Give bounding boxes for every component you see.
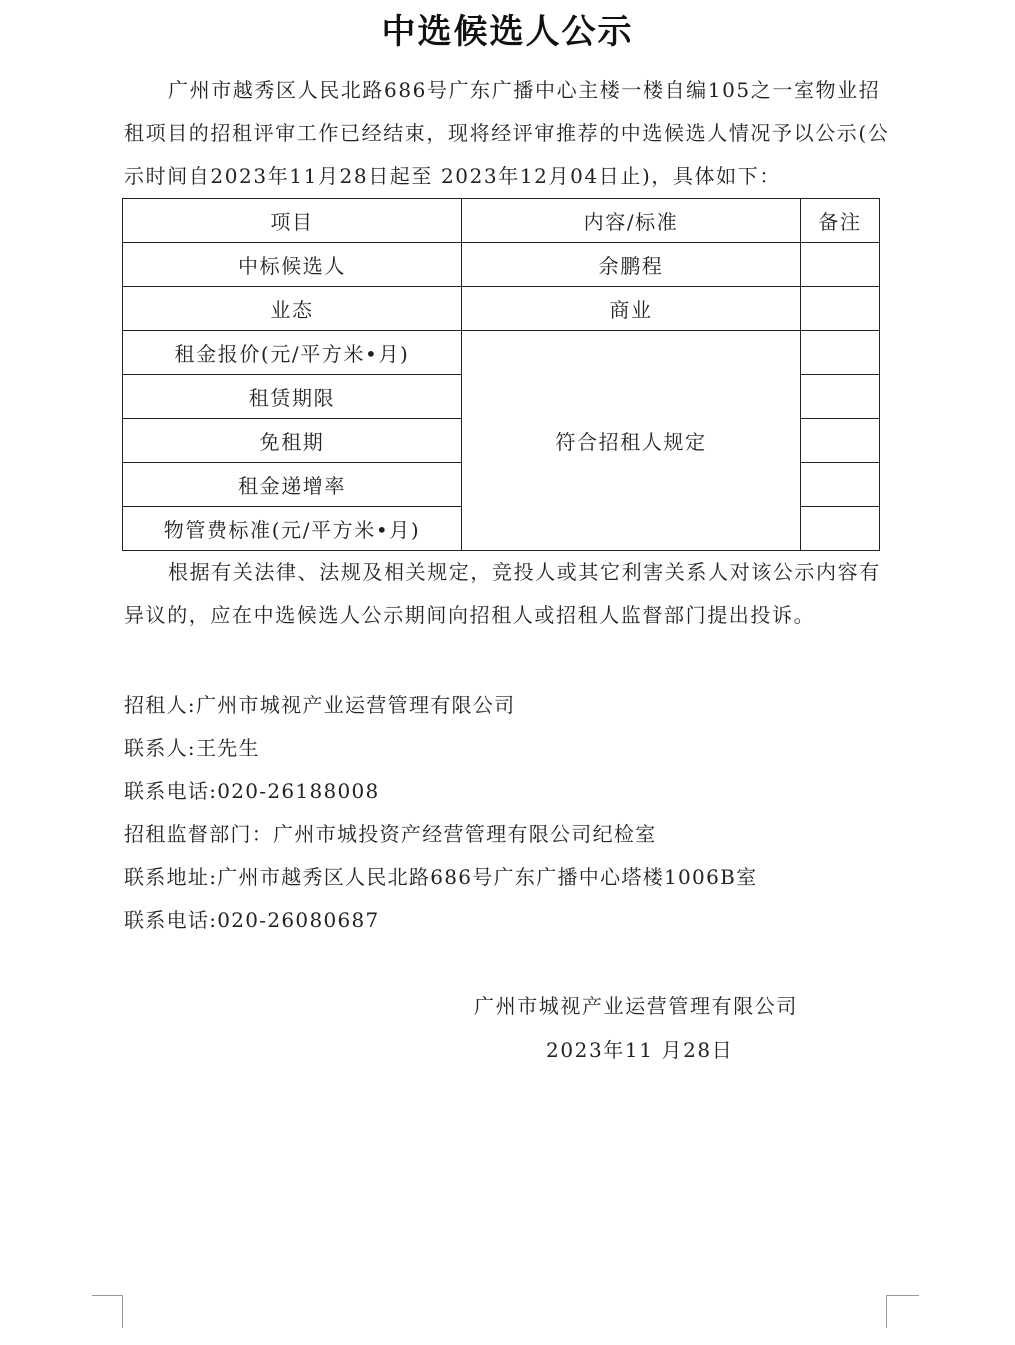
table-cell-content-merged: 符合招租人规定 — [462, 331, 801, 551]
table-row — [123, 287, 880, 331]
table-cell-item: 中标候选人 — [123, 243, 462, 287]
signature-company: 广州市城视产业运营管理有限公司 — [474, 994, 798, 1018]
table-cell-note — [801, 507, 880, 551]
table-cell-note — [801, 331, 880, 375]
table-cell-item: 租金递增率 — [123, 463, 462, 507]
table-cell-item: 业态 — [123, 287, 462, 331]
supervision-dept-line: 招租监督部门：广州市城投资产经营管理有限公司纪检室 — [124, 822, 657, 846]
table-cell-item: 租赁期限 — [123, 375, 462, 419]
table-header-item: 项目 — [123, 199, 462, 243]
table-cell-note — [801, 287, 880, 331]
page-corner-mark-right — [886, 1295, 919, 1328]
objection-paragraph: 根据有关法律、法规及相关规定，竞投人或其它利害关系人对该公示内容有异议的，应在中选候选人公示期间向招租人或招租人监督部门提出投诉。 — [124, 560, 881, 627]
table-header-note: 备注 — [801, 199, 880, 243]
landlord-line: 招租人:广州市城视产业运营管理有限公司 — [124, 693, 516, 717]
candidate-table — [122, 198, 880, 551]
contact-address-line: 联系地址:广州市越秀区人民北路686号广东广播中心塔楼1006B室 — [124, 865, 758, 889]
table-cell-item: 物管费标准(元/平方米•月) — [123, 507, 462, 551]
page-corner-mark-left — [92, 1295, 123, 1328]
table-header-content: 内容/标准 — [462, 199, 801, 243]
table-cell-content: 商业 — [462, 287, 801, 331]
table-row — [123, 331, 880, 375]
table-cell-note — [801, 419, 880, 463]
contact-phone-line: 联系电话:020-26188008 — [124, 779, 380, 803]
supervision-phone-line: 联系电话:020-26080687 — [124, 908, 380, 932]
table-cell-item: 免租期 — [123, 419, 462, 463]
table-cell-item: 租金报价(元/平方米•月) — [123, 331, 462, 375]
contact-person-line: 联系人:王先生 — [124, 736, 260, 760]
table-cell-content: 余鹏程 — [462, 243, 801, 287]
table-cell-note — [801, 463, 880, 507]
intro-paragraph: 广州市越秀区人民北路686号广东广播中心主楼一楼自编105之一室物业招租项目的招租评审工作已经结束，现将经评审推荐的中选候选人情况予以公示(公示时间自2023年11月28日起至 2023年12月04日止)，具体如下： — [124, 78, 890, 188]
table-header-row — [123, 199, 880, 243]
page-title: 中选候选人公示 — [381, 12, 634, 52]
table-cell-note — [801, 375, 880, 419]
signature-date: 2023年11 月28日 — [546, 1038, 734, 1062]
table-cell-note — [801, 243, 880, 287]
table-row — [123, 243, 880, 287]
